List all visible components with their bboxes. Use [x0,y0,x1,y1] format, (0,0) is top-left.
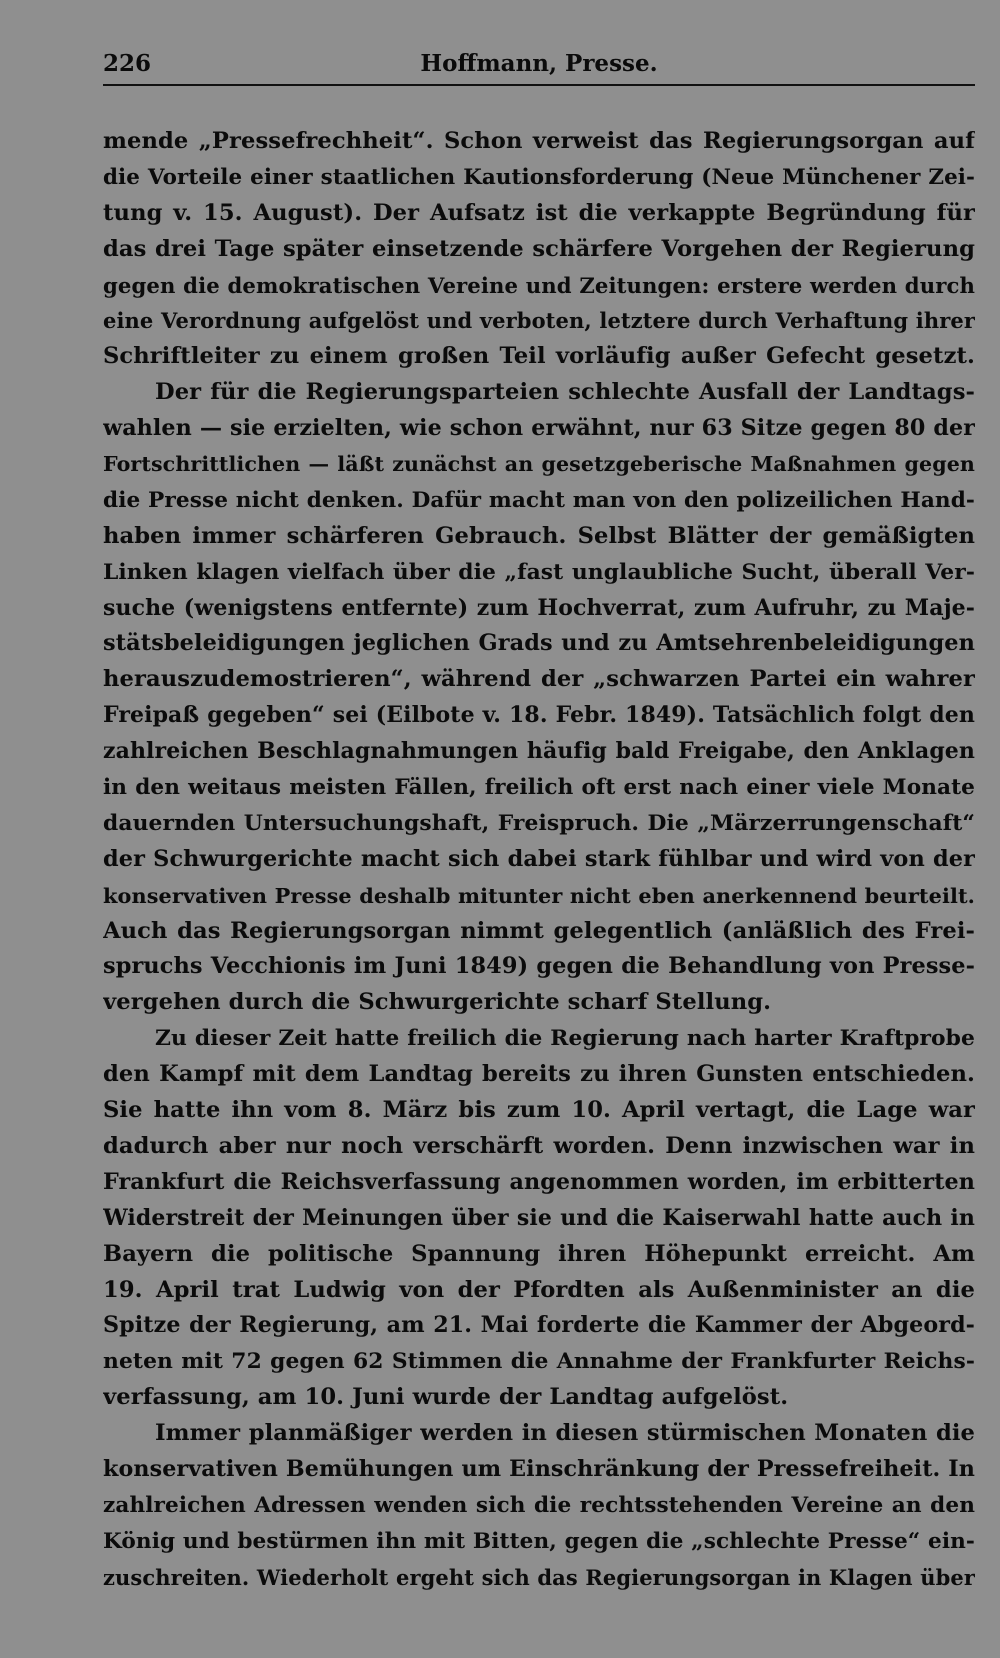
text-line: zuschreiten. Wiederholt ergeht sich das Regierungsorgan in Klagen über [103,1564,975,1590]
text-line: in den weitaus meisten Fällen, freilich oft erst nach einer viele Monate [103,775,975,801]
text-line: dauernden Untersuchungshaft, Freispruch. Die „Märzerrungenschaft“ [103,810,975,836]
text-line: spruchs Vecchionis im Juni 1849) gegen die Behandlung von Presse- [103,953,975,980]
text-line: suche (wenigstens entfernte) zum Hochverrat, zum Aufruhr, zu Maje- [103,594,975,621]
text-line: Spitze der Regierung, am 21. Mai forderte die Kammer der Abgeord- [103,1312,975,1339]
text-line: Fortschrittlichen — läßt zunächst an gesetzgeberische Maßnahmen gegen [103,452,975,477]
text-line: gegen die demokratischen Vereine und Zeitungen: erstere werden durch [103,272,975,298]
text-line: 19. April trat Ludwig von der Pfordten als Außenminister an die [103,1276,975,1303]
text-line: zahlreichen Beschlagnahmungen häufig bald Freigabe, den Anklagen [103,738,975,765]
page-number: 226 [103,50,152,77]
running-title: Hoffmann, Presse. [420,50,658,77]
header-rule [103,84,975,86]
text-line: neten mit 72 gegen 62 Stimmen die Annahme der Frankfurter Reichs- [103,1349,975,1375]
text-line: Sie hatte ihn vom 8. März bis zum 10. April vertagt, die Lage war [103,1097,975,1124]
running-head [103,44,975,84]
text-line: konservativen Presse deshalb mitunter nicht eben anerkennend beurteilt. [103,882,975,908]
text-line: der Schwurgerichte macht sich dabei stark fühlbar und wird von der [103,845,975,872]
text-line: Frankfurt die Reichsverfassung angenommen worden, im erbitterten [103,1168,975,1195]
text-line: das drei Tage später einsetzende schärfere Vorgehen der Regierung [103,235,975,262]
text-line: mende „Pressefrechheit“. Schon verweist das Regierungsorgan auf [103,128,975,154]
text-line: die Presse nicht denken. Dafür macht man von den polizeilichen Hand- [103,487,975,513]
text-line: verfassung, am 10. Juni wurde der Landtag aufgelöst. [103,1384,789,1411]
text-line: Zu dieser Zeit hatte freilich die Regierung nach harter Kraftprobe [155,1026,975,1052]
text-line: tung v. 15. August). Der Aufsatz ist die verkappte Begründung für [103,199,975,226]
text-line: Auch das Regierungsorgan nimmt gelegentlich (anläßlich des Frei- [103,917,975,944]
text-line: haben immer schärferen Gebrauch. Selbst Blätter der gemäßigten [103,522,975,549]
text-line: eine Verordnung aufgelöst und verboten, letztere durch Verhaftung ihrer [103,308,975,334]
text-line: Schriftleiter zu einem großen Teil vorläufig außer Gefecht gesetzt. [103,343,975,370]
text-line: stätsbeleidigungen jeglichen Grads und zu Amtsehrenbeleidigungen [103,630,975,657]
text-line: Freipaß gegeben“ sei (Eilbote v. 18. Febr. 1849). Tatsächlich folgt den [103,702,975,729]
text-line: zahlreichen Adressen wenden sich die rechtsstehenden Vereine an den [103,1492,975,1518]
text-line: Widerstreit der Meinungen über sie und die Kaiserwahl hatte auch in [103,1204,975,1231]
text-line: Der für die Regierungsparteien schlechte Ausfall der Landtags- [155,379,975,406]
text-line: herauszudemostrieren“, während der „schwarzen Partei ein wahrer [103,666,975,693]
text-line: König und bestürmen ihn mit Bitten, gegen die „schlechte Presse“ ein- [103,1528,975,1554]
text-line: dadurch aber nur noch verschärft worden. Denn inzwischen war in [103,1132,975,1159]
body-text [103,124,975,1596]
text-line: die Vorteile einer staatlichen Kautionsforderung (Neue Münchener Zei- [103,164,975,190]
book-page [103,0,975,1658]
text-line: konservativen Bemühungen um Einschränkung der Pressefreiheit. In [103,1455,975,1482]
text-line: den Kampf mit dem Landtag bereits zu ihren Gunsten entschieden. [103,1061,975,1088]
text-line: wahlen — sie erzielten, wie schon erwähnt, nur 63 Sitze gegen 80 der [103,415,975,442]
text-line: Bayern die politische Spannung ihren Höhepunkt erreicht. Am [103,1240,975,1267]
text-line: Linken klagen vielfach über die „fast unglaubliche Sucht, überall Ver- [103,559,975,585]
text-line: Immer planmäßiger werden in diesen stürmischen Monaten die [155,1420,975,1447]
text-line: vergehen durch die Schwurgerichte scharf Stellung. [103,989,772,1016]
